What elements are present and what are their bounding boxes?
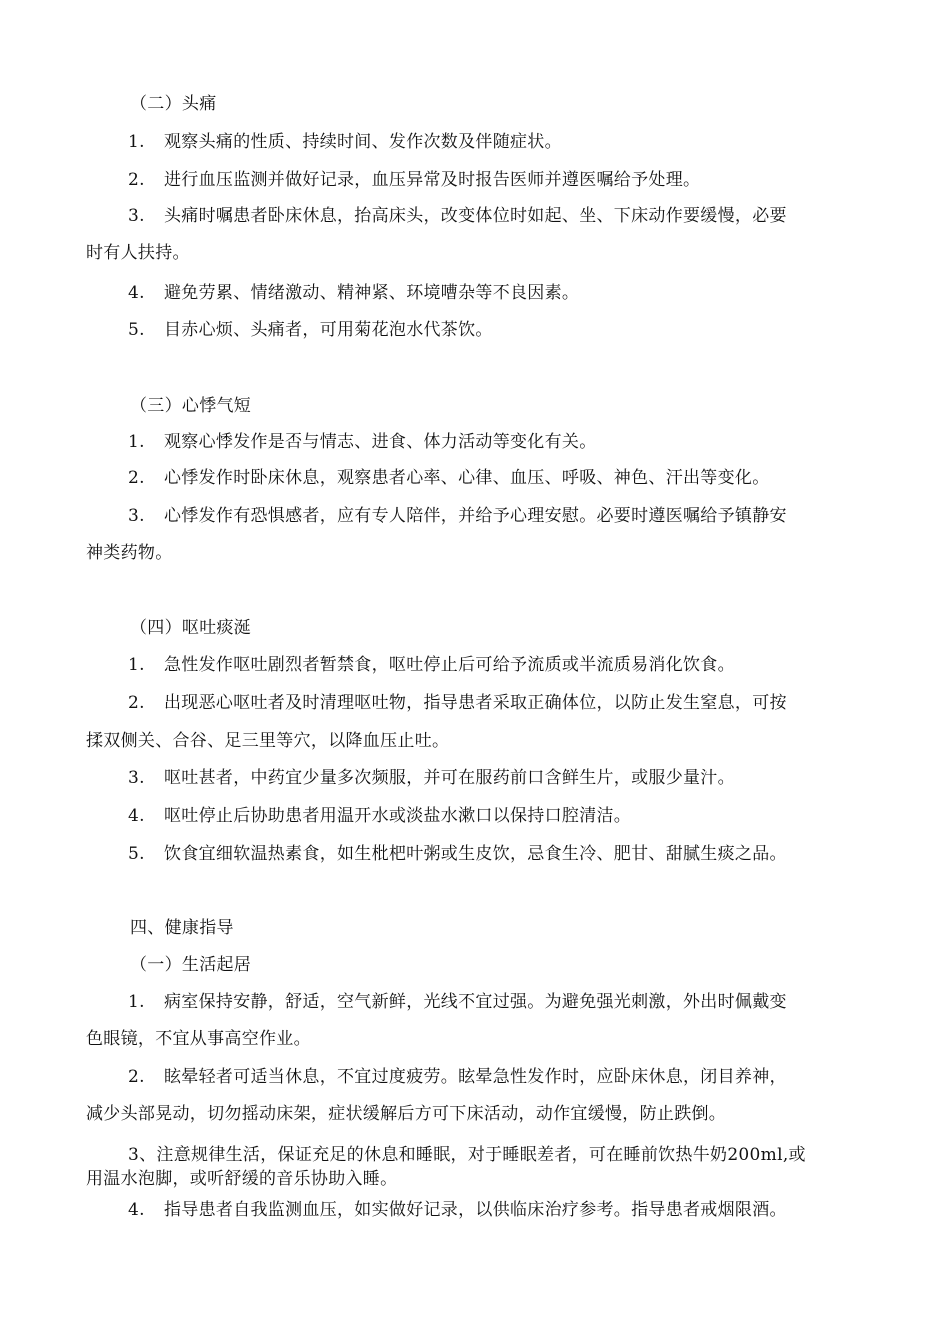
item-number: 5. — [128, 320, 145, 340]
item-text: 指导患者自我监测血压，如实做好记录，以供临床治疗参考。指导患者戒烟限酒。 — [164, 1200, 787, 1220]
item-number: 1. — [128, 992, 145, 1012]
item-text: 眩晕轻者可适当休息，不宜过度疲劳。眩晕急性发作时，应卧床休息，闭目养神， — [164, 1067, 787, 1087]
item-number: 4. — [128, 806, 145, 826]
section-heading-palpitation: （三）心悸气短 — [130, 396, 252, 416]
item-number: 2. — [128, 170, 145, 190]
item-number: 2. — [128, 1067, 145, 1087]
subsection-heading-daily-life: （一）生活起居 — [130, 955, 252, 975]
item-text: 避免劳累、情绪激动、精神紧、环境嘈杂等不良因素。 — [164, 283, 580, 303]
item-number: 2. — [128, 468, 145, 488]
item-text: 观察头痛的性质、持续时间、发作次数及伴随症状。 — [164, 132, 562, 152]
item-number: 4. — [128, 283, 145, 303]
section-heading-health: 四、健康指导 — [130, 918, 234, 938]
list-item — [128, 805, 631, 827]
list-item — [128, 431, 597, 453]
list-item — [128, 131, 562, 153]
item-continuation: 揉双侧关、合谷、足三里等穴，以降血压止吐。 — [86, 731, 450, 751]
list-item — [128, 467, 770, 489]
item-number: 3. — [128, 206, 145, 226]
item-number: 1. — [128, 132, 145, 152]
item-number: 3. — [128, 768, 145, 788]
item-continuation: 减少头部晃动，切勿摇动床架，症状缓解后方可下床活动，动作宜缓慢，防止跌倒。 — [86, 1104, 727, 1124]
section-heading-headache: （二）头痛 — [130, 94, 217, 114]
item-text: 呕吐停止后协助患者用温开水或淡盐水漱口以保持口腔清洁。 — [164, 806, 632, 826]
list-item — [128, 505, 787, 527]
list-item — [128, 1199, 787, 1221]
item-text: 3、注意规律生活，保证充足的休息和睡眠，对于睡眠差者，可在睡前饮热牛奶200ml,或 — [128, 1145, 806, 1165]
item-text: 病室保持安静，舒适，空气新鲜，光线不宜过强。为避免强光刺激，外出时佩戴变 — [164, 992, 787, 1012]
list-item — [128, 692, 787, 714]
list-item — [128, 991, 787, 1013]
item-text: 目赤心烦、头痛者，可用菊花泡水代茶饮。 — [164, 320, 493, 340]
list-item — [128, 282, 579, 304]
item-text: 心悸发作有恐惧感者，应有专人陪伴，并给予心理安慰。必要时遵医嘱给予镇静安 — [164, 506, 787, 526]
item-text: 出现恶心呕吐者及时清理呕吐物，指导患者采取正确体位，以防止发生窒息，可按 — [164, 693, 787, 713]
item-text: 头痛时嘱患者卧床休息，抬高床头，改变体位时如起、坐、下床动作要缓慢，必要 — [164, 206, 787, 226]
item-text: 呕吐甚者，中药宜少量多次频服，并可在服药前口含鲜生片，或服少量汁。 — [164, 768, 735, 788]
item-number: 2. — [128, 693, 145, 713]
item-continuation: 神类药物。 — [86, 543, 173, 563]
item-number: 1. — [128, 655, 145, 675]
item-continuation: 时有人扶持。 — [86, 243, 190, 263]
item-number: 3. — [128, 506, 145, 526]
item-continuation: 色眼镜，不宜从事高空作业。 — [86, 1029, 311, 1049]
item-text: 饮食宜细软温热素食，如生枇杷叶粥或生皮饮，忌食生冷、肥甘、甜腻生痰之品。 — [164, 844, 787, 864]
list-item — [128, 654, 735, 676]
item-text: 急性发作呕吐剧烈者暂禁食，呕吐停止后可给予流质或半流质易消化饮食。 — [164, 655, 735, 675]
list-item — [128, 843, 787, 865]
item-text: 进行血压监测并做好记录，血压异常及时报告医师并遵医嘱给予处理。 — [164, 170, 701, 190]
item-number: 1. — [128, 432, 145, 452]
item-number: 5. — [128, 844, 145, 864]
list-item — [128, 319, 493, 341]
section-heading-vomiting: （四）呕吐痰涎 — [130, 618, 252, 638]
list-item — [128, 205, 787, 227]
list-item — [128, 1144, 806, 1166]
item-number: 4. — [128, 1200, 145, 1220]
list-item — [128, 1066, 787, 1088]
item-text: 观察心悸发作是否与情志、进食、体力活动等变化有关。 — [164, 432, 597, 452]
item-text: 心悸发作时卧床休息，观察患者心率、心律、血压、呼吸、神色、汗出等变化。 — [164, 468, 770, 488]
item-continuation: 用温水泡脚，或听舒缓的音乐协助入睡。 — [86, 1169, 398, 1189]
list-item — [128, 169, 700, 191]
list-item — [128, 767, 735, 789]
